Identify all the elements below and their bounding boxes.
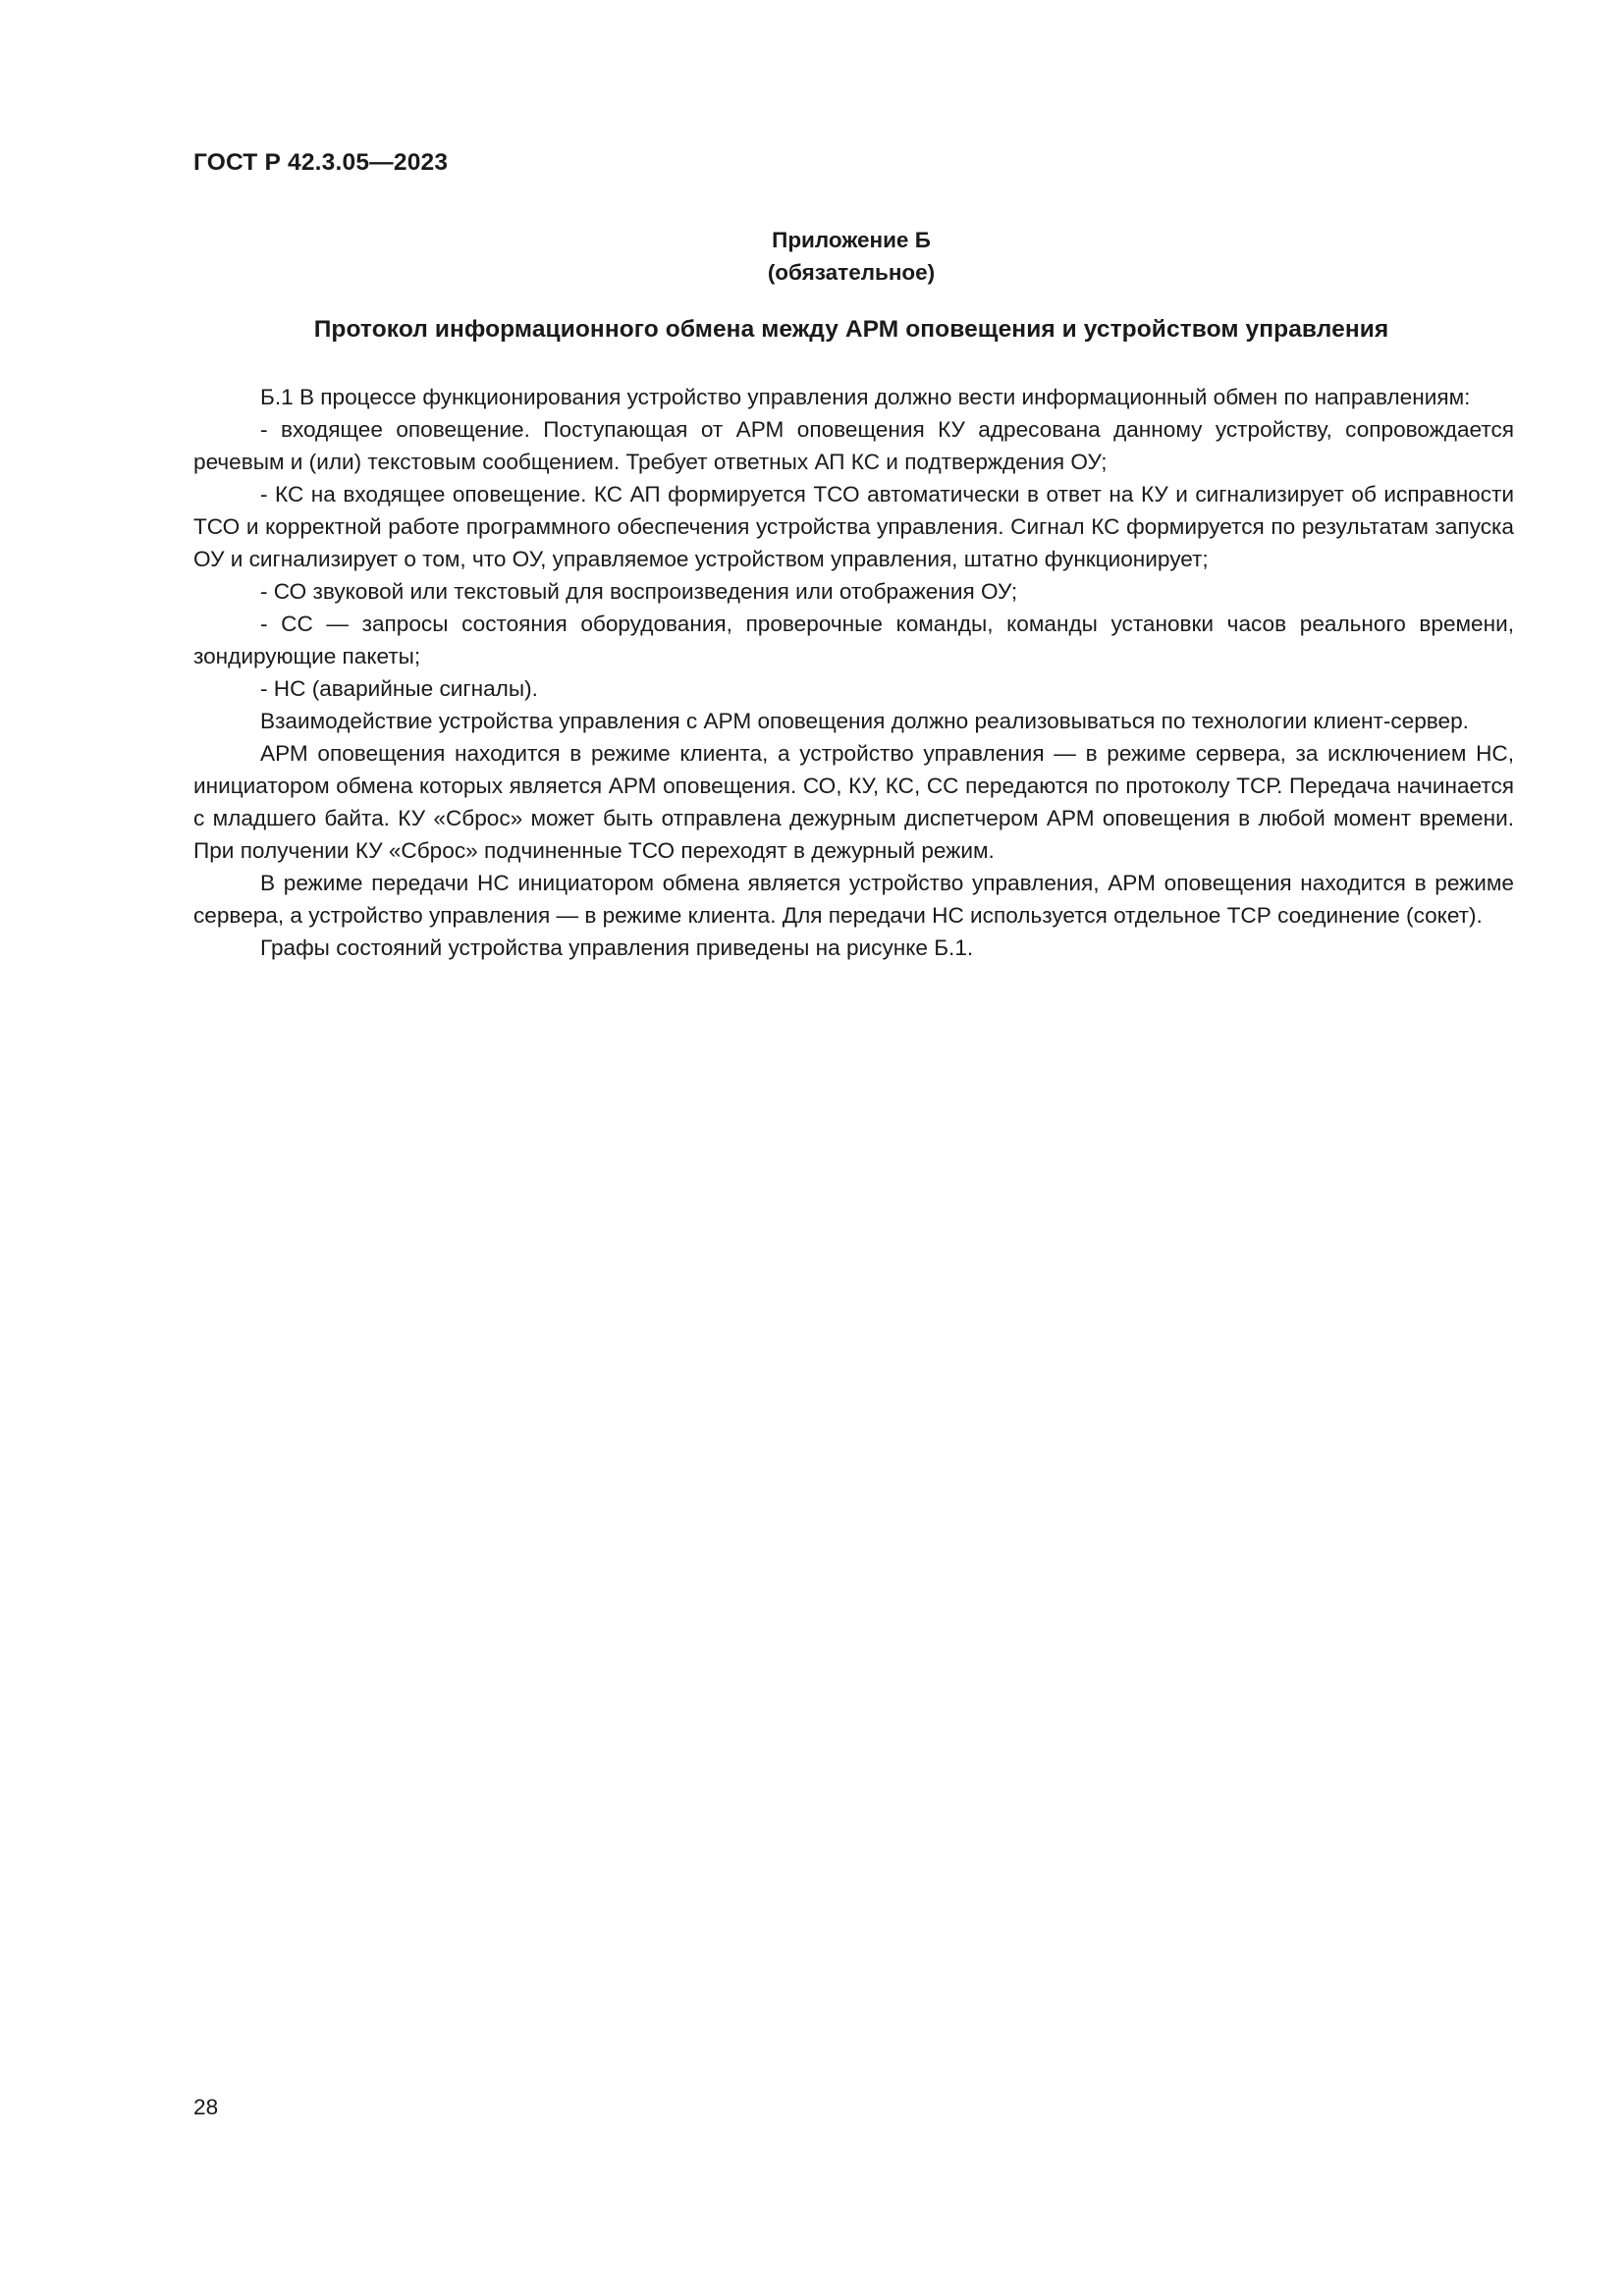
list-item: - КС на входящее оповещение. КС АП формируется ТСО автоматически в ответ на КУ и сигнализирует об исправности ТСО и корректной работе программного обеспечения устройства управления. Сигнал КС формируется по результатам запуска ОУ и сигнализирует о том, что ОУ, управляемое устройством управления, штатно функционирует; (193, 482, 1514, 571)
appendix-title: Приложение Б (772, 228, 931, 252)
list-item: - НС (аварийные сигналы). (260, 676, 538, 701)
paragraph: В режиме передачи НС инициатором обмена является устройство управления, АРМ оповещения находится в режиме сервера, а устройство управления — в режиме клиента. Для передачи НС используется отдельное ТСР соединение (сокет). (193, 871, 1514, 928)
list-item: - входящее оповещение. Поступающая от АРМ оповещения КУ адресована данному устройству, сопровождается речевым и (или) текстовым сообщением. Требует ответных АП КС и подтверждения ОУ; (193, 417, 1514, 474)
appendix-status: (обязательное) (767, 260, 936, 285)
body-text (193, 381, 1514, 964)
paragraph: АРМ оповещения находится в режиме клиента, а устройство управления — в режиме сервера, за исключением НС, инициатором обмена которых является АРМ оповещения. СО, КУ, КС, СС передаются по протоколу ТСР. Передача начинается с младшего байта. КУ «Сброс» может быть отправлена дежурным диспетчером АРМ оповещения в любой момент времени. При получении КУ «Сброс» подчиненные ТСО переходят в дежурный режим. (193, 741, 1514, 863)
appendix-heading (0, 224, 1624, 289)
section-title: Протокол информационного обмена между АРМ оповещения и устройством управления (313, 316, 1389, 343)
paragraph: Графы состояний устройства управления приведены на рисунке Б.1. (260, 935, 974, 960)
page-number: 28 (193, 2095, 219, 2119)
paragraph: Взаимодействие устройства управления с АРМ оповещения должно реализовываться по технологии клиент-сервер. (260, 709, 1469, 733)
list-item: - СО звуковой или текстовый для воспроизведения или отображения ОУ; (260, 579, 1018, 604)
paragraph: Б.1 В процессе функционирования устройство управления должно вести информационный обмен по направлениям: (260, 385, 1471, 409)
document-id: ГОСТ Р 42.3.05—2023 (193, 149, 449, 176)
list-item: - СС — запросы состояния оборудования, проверочные команды, команды установки часов реального времени, зондирующие пакеты; (193, 612, 1514, 668)
